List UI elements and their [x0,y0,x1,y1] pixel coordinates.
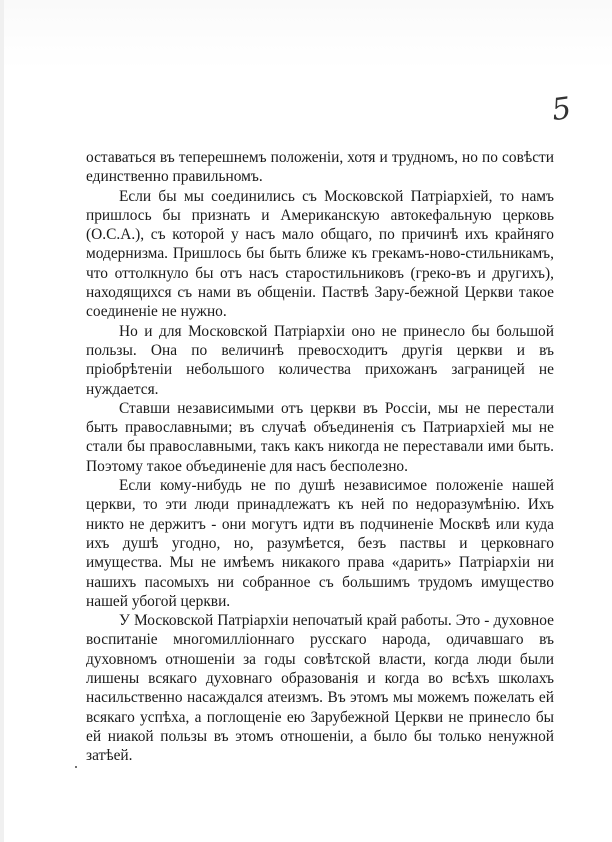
paragraph: Если бы мы соединились съ Московской Патрiархiей, то намъ пришлось бы признать и Американскую автокефальную церковь (О.С.А.), съ которой у насъ мало общаго, по причинѣ ихъ крайняго модернизма. Пришлось бы быть ближе къ грекамъ-ново-стильникамъ, что оттолкнуло бы отъ насъ старостильниковъ (греко-въ и другихъ), находящихся съ нами въ общенiи. Паствѣ Зару-бежной Церкви такое соединенiе не нужно. [86,187,554,321]
scan-edge [0,0,4,842]
document-body [86,148,554,766]
paragraph: Если кому-нибудь не по душѣ независимое положенiе нашей церкви, то эти люди принадлежатъ къ ней по недоразумѣнiю. Ихъ никто не держитъ - они могутъ идти въ подчиненiе Москвѣ или куда ихъ душѣ угодно, но, разумѣется, безъ паствы и церковнаго имущества. Мы не имѣемъ никакого права «дарить» Патрiархiи ни нашихъ пасомыхъ ни собранное съ большимъ трудомъ имущество нашей убогой церкви. [86,477,554,610]
page-number: 5 [549,90,574,129]
paragraph-continuation: оставаться въ теперешнемъ положенiи, хотя и трудномъ, но по совѣсти единственно правильномъ. [86,149,554,186]
scan-speck [75,766,77,768]
paragraph: У Московской Патрiархiи непочатый край работы. Это - духовное воспитанiе многомилліоннаго русскаго народа, одичавшаго въ духовномъ отношенiи за годы совѣтской власти, когда люди были лишены всякаго духовнаго образованiя и когда во всѣхъ школахъ насильственно насаждался атеизмъ. Въ этомъ мы можемъ пожелать ей всякаго успѣха, а поглощенiе ею Зарубежной Церкви не принесло бы ей ниакой пользы въ этомъ отношенiи, а было бы только ненужной затѣей. [86,612,554,765]
paragraph: Ставши независимыми отъ церкви въ Россiи, мы не перестали быть православными; въ случаѣ объединенiя съ Патриархiей мы не стали бы православными, такъ какъ никогда не переставали ими быть. Поэтому такое объединенiе для насъ бесполезно. [86,399,554,475]
paragraph: Но и для Московской Патрiархiи оно не принесло бы большой пользы. Она по величинѣ превосходитъ другiя церкви и въ прiобрѣтенiи небольшого количества прихожанъ заграницей не нуждается. [86,322,554,398]
page-top-margin [0,0,612,70]
